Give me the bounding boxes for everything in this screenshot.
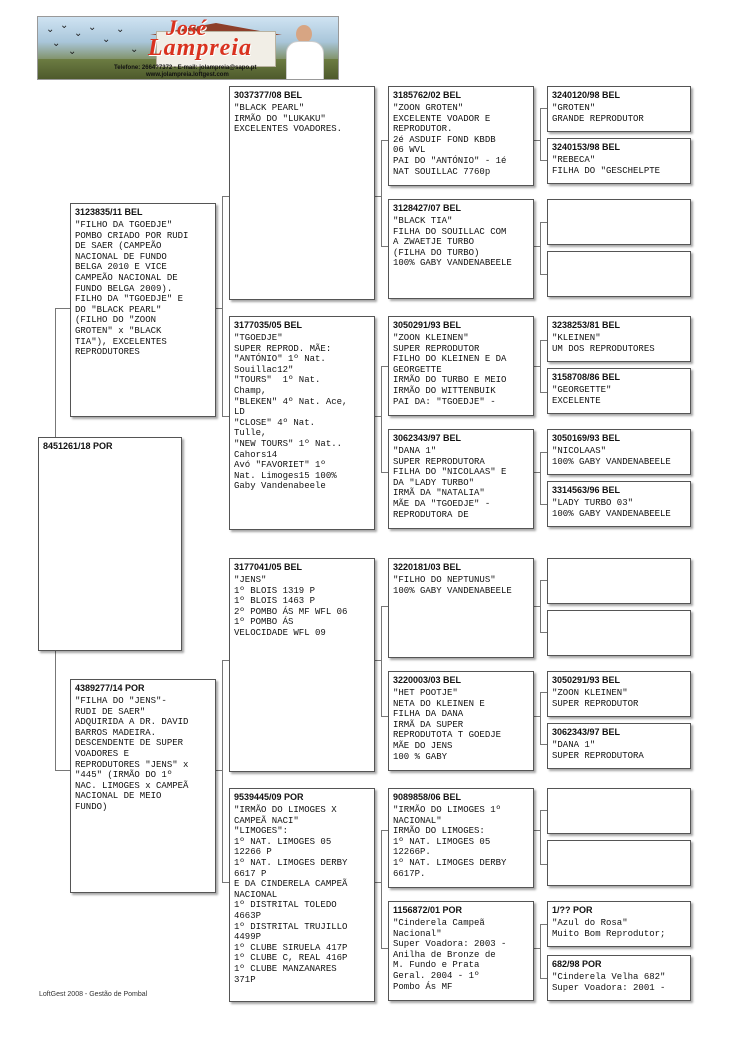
pedigree-card-g4-11 bbox=[547, 671, 691, 717]
ring-number: 3158708/86 BEL bbox=[552, 372, 621, 382]
ring-number: 9539445/09 POR bbox=[234, 792, 304, 802]
card-description: "TGOEDJE" SUPER REPROD. MÃE: "ANTÓNIO" 1º Nat. Souillac12" "TOURS" 1º Nat. Champ, "BLEKEN" 4º Nat. Ace, LD "CLOSE" 4º Nat. Tulle, "NEW TOURS" 1º Nat.. Cahors14 Avó "FAVORIET" 1º Nat. Limoges15 100% Gaby Vandenabeele bbox=[234, 333, 348, 492]
pedigree-card-g4-1 bbox=[547, 86, 691, 132]
pedigree-card-g4-4 bbox=[547, 251, 691, 297]
card-description: "GROTEN" GRANDE REPRODUTOR bbox=[552, 103, 644, 124]
card-description: "ZOON KLEINEN" SUPER REPRODUTOR FILHO DO KLEINEN E DA GEORGETTE IRMÃO DO TURBO E MEIO IRMÃO DO WITTENBUIK PAI DA: "TGOEDJE" - bbox=[393, 333, 507, 407]
ring-number: 1/?? POR bbox=[552, 905, 593, 915]
ring-number: 3062343/97 BEL bbox=[552, 727, 621, 737]
card-description: "DANA 1" SUPER REPRODUTORA bbox=[552, 740, 644, 761]
bird-icon: ⌄ bbox=[46, 24, 55, 35]
ring-number: 3128427/07 BEL bbox=[393, 203, 462, 213]
pedigree-card-dam bbox=[70, 679, 216, 893]
pedigree-card-g4-9 bbox=[547, 558, 691, 604]
pedigree-card-g4-16 bbox=[547, 955, 691, 1001]
pedigree-card-g3-1 bbox=[388, 86, 534, 186]
card-description: "LADY TURBO 03" 100% GABY VANDENABEELE bbox=[552, 498, 671, 519]
ring-number: 682/98 POR bbox=[552, 959, 602, 969]
pedigree-card-g4-3 bbox=[547, 199, 691, 245]
pedigree-card-sire-dam bbox=[229, 316, 375, 530]
header-last-name: Lampreia bbox=[148, 35, 252, 61]
pedigree-card-dam-dam bbox=[229, 788, 375, 1002]
pedigree-card-g4-5 bbox=[547, 316, 691, 362]
header-first-name: José bbox=[166, 16, 207, 40]
connector bbox=[222, 196, 229, 197]
card-description: "BLACK PEARL" IRMÃO DO "LUKAKU" EXCELENTES VOADORES. bbox=[234, 103, 343, 135]
ring-number: 8451261/18 POR bbox=[43, 441, 113, 451]
bird-icon: ⌄ bbox=[74, 28, 83, 39]
ring-number: 3220003/03 BEL bbox=[393, 675, 462, 685]
person-body bbox=[286, 41, 324, 80]
ring-number: 3240120/98 BEL bbox=[552, 90, 621, 100]
connector bbox=[222, 660, 229, 661]
card-description: "GEORGETTE" EXCELENTE bbox=[552, 385, 612, 406]
card-description: "IRMÃO DO LIMOGES X CAMPEÃ NACI" "LIMOGES": 1º NAT. LIMOGES 05 12266 P 1º NAT. LIMOGES DERBY 6617 P E DA CINDERELA CAMPEÃ NACIONAL 1º DISTRITAL TOLEDO 4663P 1º DISTRITAL TRUJILLO 4499P 1º CLUBE SIRUELA 417P 1º CLUBE C, REAL 416P 1º CLUBE MANZANARES 371P bbox=[234, 805, 348, 985]
connector bbox=[222, 660, 223, 882]
card-description: "NICOLAAS" 100% GABY VANDENABEELE bbox=[552, 446, 671, 467]
pedigree-card-g4-14 bbox=[547, 840, 691, 886]
pedigree-card-g4-15 bbox=[547, 901, 691, 947]
connector bbox=[215, 308, 222, 309]
ring-number: 3050169/93 BEL bbox=[552, 433, 621, 443]
ring-number: 3240153/98 BEL bbox=[552, 142, 621, 152]
card-description: "BLACK TIA" FILHA DO SOUILLAC COM A ZWAETJE TURBO (FILHA DO TURBO) 100% GABY VANDENABEELE bbox=[393, 216, 512, 269]
card-description: "Cinderela Velha 682" Super Voadora: 2001 - bbox=[552, 972, 666, 993]
ring-number: 3314563/96 BEL bbox=[552, 485, 621, 495]
pedigree-card-sire bbox=[70, 203, 216, 417]
card-description: "IRMÃO DO LIMOGES 1º NACIONAL" IRMÃO DO LIMOGES: 1º NAT. LIMOGES 05 12266P. 1º NAT. LIMOGES DERBY 6617P. bbox=[393, 805, 507, 879]
pedigree-card-g3-8 bbox=[388, 901, 534, 1001]
card-description: "Cinderela Campeã Nacional" Super Voadora: 2003 - Anilha de Bronze de M. Fundo e Prata Geral. 2004 - 1º Pombo Ás MF bbox=[393, 918, 507, 992]
ring-number: 1156872/01 POR bbox=[393, 905, 463, 915]
pedigree-card-g4-6 bbox=[547, 368, 691, 414]
pedigree-card-root bbox=[38, 437, 182, 651]
card-description: "KLEINEN" UM DOS REPRODUTORES bbox=[552, 333, 655, 354]
card-description: "Azul do Rosa" Muito Bom Reprodutor; bbox=[552, 918, 666, 939]
card-description: "REBECA" FILHA DO "GESCHELPTE bbox=[552, 155, 661, 176]
bird-icon: ⌄ bbox=[130, 44, 139, 55]
pedigree-card-g3-3 bbox=[388, 316, 534, 416]
ring-number: 3177035/05 BEL bbox=[234, 320, 303, 330]
footer-text: LoftGest 2008 - Gestão de Pombal bbox=[39, 991, 148, 998]
card-description: "ZOON GROTEN" EXCELENTE VOADOR E REPRODUTOR. 2é ASDUIF FOND KBDB 06 WVL PAI DO "ANTÓNIO" - 1é NAT SOUILLAC 7760p bbox=[393, 103, 507, 177]
pedigree-card-g3-2 bbox=[388, 199, 534, 299]
bird-icon: ⌄ bbox=[60, 20, 69, 31]
ring-number: 3238253/81 BEL bbox=[552, 320, 621, 330]
pedigree-card-g3-7 bbox=[388, 788, 534, 888]
header-website: www.jolampreia.loftgest.com bbox=[146, 72, 229, 78]
ring-number: 3220181/03 BEL bbox=[393, 562, 462, 572]
connector bbox=[55, 308, 70, 309]
pedigree-card-g4-2 bbox=[547, 138, 691, 184]
connector bbox=[222, 882, 229, 883]
bird-icon: ⌄ bbox=[88, 22, 97, 33]
pedigree-card-g4-10 bbox=[547, 610, 691, 656]
card-description: "FILHA DO "JENS"- RUDI DE SAER" ADQUIRIDA A DR. DAVID BARROS MADEIRA. DESCENDENTE DE SUPER VOADORES E REPRODUTORES "JENS" x "445" (IRMÃO DO 1º NAC. LIMOGES x CAMPEÃ NACIONAL DE MEIO FUNDO) bbox=[75, 696, 189, 812]
pedigree-card-g4-7 bbox=[547, 429, 691, 475]
card-description: "DANA 1" SUPER REPRODUTORA FILHA DO "NICOLAAS" E DA "LADY TURBO" IRMÃ DA "NATALIA" MÃE DA "TGOEDJE" - REPRODUTORA DE bbox=[393, 446, 507, 520]
pedigree-card-dam-sire bbox=[229, 558, 375, 772]
card-description: "FILHO DO NEPTUNUS" 100% GABY VANDENABEELE bbox=[393, 575, 512, 596]
pedigree-card-g3-6 bbox=[388, 671, 534, 771]
card-description: "HET POOTJE" NETA DO KLEINEN E FILHA DA DANA IRMÃ DA SUPER REPRODUTOTA T GOEDJE MÃE DO JENS 100 % GABY bbox=[393, 688, 502, 762]
card-description: "FILHO DA TGOEDJE" POMBO CRIADO POR RUDI DE SAER (CAMPEÃO NACIONAL DE FUNDO BELGA 2010 E VICE CAMPEÃO NACIONAL DE FUNDO BELGA 2009). FILHO DA "TGOEDJE" E DO "BLACK PEARL" (FILHO DO "ZOON GROTEN" x "BLACK TIA"), EXCELENTES REPRODUTORES bbox=[75, 220, 189, 358]
card-description: "JENS" 1º BLOIS 1319 P 1º BLOIS 1463 P 2º POMBO ÁS MF WFL 06 1º POMBO ÁS VELOCIDADE WFL 09 bbox=[234, 575, 348, 638]
ring-number: 3050291/93 BEL bbox=[393, 320, 462, 330]
pedigree-card-sire-sire bbox=[229, 86, 375, 300]
pedigree-card-g4-12 bbox=[547, 723, 691, 769]
connector bbox=[215, 770, 222, 771]
connector bbox=[222, 196, 223, 416]
ring-number: 3123835/11 BEL bbox=[75, 207, 143, 217]
ring-number: 3050291/93 BEL bbox=[552, 675, 621, 685]
bird-icon: ⌄ bbox=[102, 34, 111, 45]
card-description: "ZOON KLEINEN" SUPER REPRODUTOR bbox=[552, 688, 639, 709]
bird-icon: ⌄ bbox=[52, 38, 61, 49]
pedigree-card-g4-13 bbox=[547, 788, 691, 834]
ring-number: 3037377/08 BEL bbox=[234, 90, 303, 100]
pedigree-card-g3-4 bbox=[388, 429, 534, 529]
connector bbox=[55, 770, 70, 771]
pedigree-card-g4-8 bbox=[547, 481, 691, 527]
ring-number: 3062343/97 BEL bbox=[393, 433, 462, 443]
pedigree-card-g3-5 bbox=[388, 558, 534, 658]
bird-icon: ⌄ bbox=[68, 46, 77, 57]
banner-person bbox=[284, 25, 324, 79]
ring-number: 4389277/14 POR bbox=[75, 683, 145, 693]
ring-number: 3185762/02 BEL bbox=[393, 90, 462, 100]
header-contact: Telefone: 2664?7372 - E-mail: jolampreia@sapo.pt bbox=[114, 65, 257, 71]
ring-number: 3177041/05 BEL bbox=[234, 562, 303, 572]
ring-number: 9089858/06 BEL bbox=[393, 792, 462, 802]
header-banner bbox=[37, 16, 339, 80]
connector bbox=[222, 416, 229, 417]
bird-icon: ⌄ bbox=[116, 24, 125, 35]
